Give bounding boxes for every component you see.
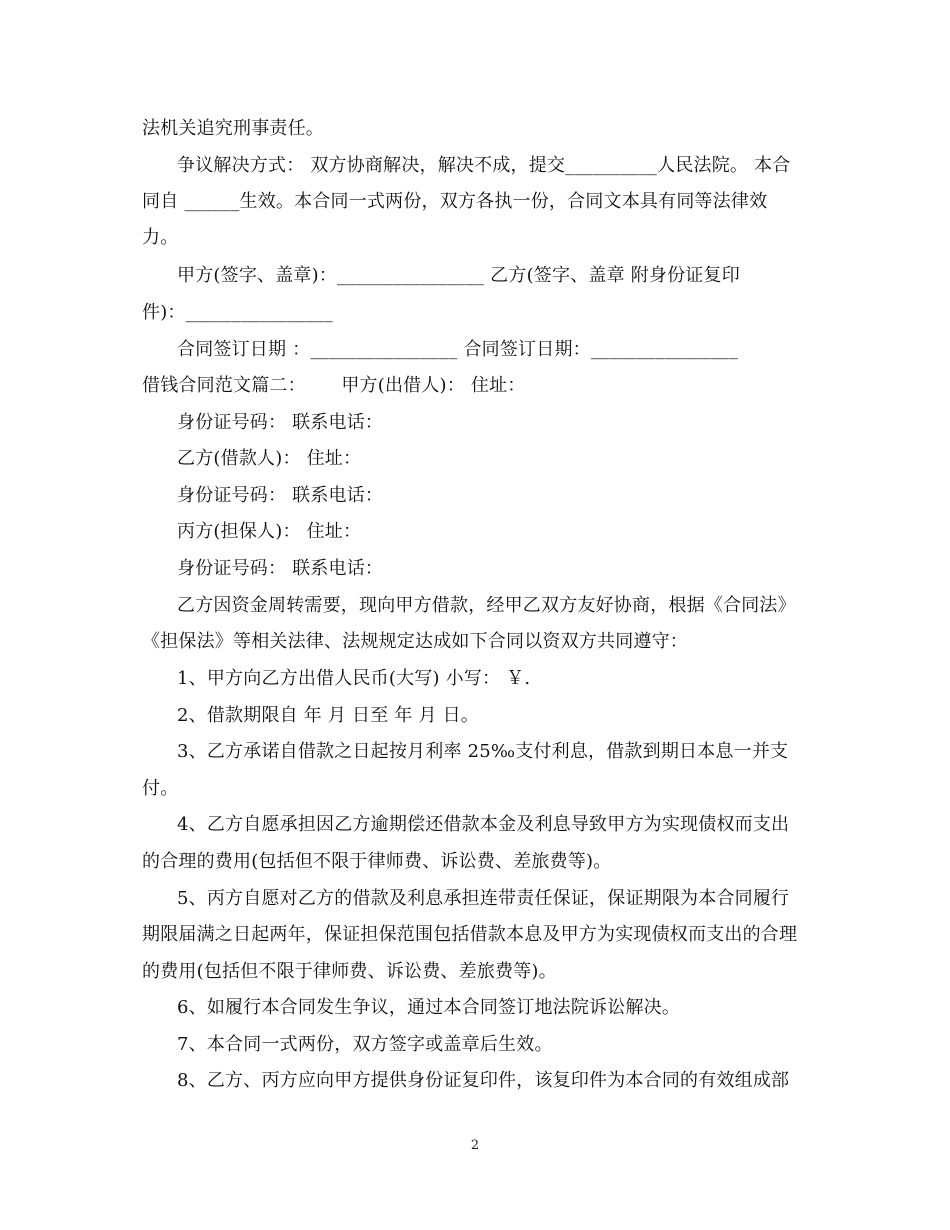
text-line: 付。 bbox=[142, 778, 179, 799]
text-line: 7、本合同一式两份，双方签字或盖章后生效。 bbox=[177, 1034, 553, 1055]
text-line: 4、乙方自愿承担因乙方逾期偿还借款本金及利息导致甲方为实现债权而支出 bbox=[177, 814, 790, 835]
text-line: 丙方(担保人)： 住址： bbox=[177, 521, 362, 542]
text-line: 6、如履行本合同发生争议，通过本合同签订地法院诉讼解决。 bbox=[177, 997, 681, 1018]
text-line: 的合理的费用(包括但不限于律师费、诉讼费、差旅费等)。 bbox=[142, 851, 612, 872]
text-line: 《担保法》等相关法律、法规规定达成如下合同以资双方共同遵守： bbox=[142, 631, 688, 652]
text-line: 力。 bbox=[142, 227, 179, 248]
text-line: 期限届满之日起两年，保证担保范围包括借款本息及甲方为实现债权而支出的合理 bbox=[142, 924, 798, 945]
text-line: 5、丙方自愿对乙方的借款及利息承担连带责任保证，保证期限为本合同履行 bbox=[177, 888, 790, 909]
text-line: 2、借款期限自 年 月 日至 年 月 日。 bbox=[177, 705, 479, 726]
text-line: 争议解决方式： 双方协商解决，解决不成，提交__________人民法院。 本合 bbox=[177, 155, 791, 176]
text-line: 借钱合同范文篇二： 甲方(出借人)： 住址： bbox=[142, 375, 526, 396]
text-line: 乙方因资金周转需要，现向甲方借款，经甲乙双方友好协商，根据《合同法》 bbox=[177, 595, 796, 616]
text-line: 法机关追究刑事责任。 bbox=[142, 118, 324, 139]
page-number: 2 bbox=[470, 1138, 480, 1153]
text-line: 的费用(包括但不限于律师费、诉讼费、差旅费等)。 bbox=[142, 961, 557, 982]
text-line: 件)：________________ bbox=[142, 302, 333, 323]
text-line: 同自 ______生效。本合同一式两份，双方各执一份，合同文本具有同等法律效 bbox=[142, 191, 768, 212]
text-line: 身份证号码： 联系电话： bbox=[177, 412, 384, 433]
text-line: 3、乙方承诺自借款之日起按月利率 25‰支付利息，借款到期日本息一并支 bbox=[177, 741, 789, 762]
text-line: 8、乙方、丙方应向甲方提供身份证复印件，该复印件为本合同的有效组成部 bbox=[177, 1070, 790, 1091]
text-line: 1、甲方向乙方出借人民币(大写) 小写： ￥. bbox=[177, 668, 531, 689]
text-line: 合同签订日期 ：________________ 合同签订日期：________________ bbox=[177, 339, 739, 360]
text-line: 甲方(签字、盖章)：________________ 乙方(签字、盖章 附身份证复印 bbox=[177, 265, 740, 286]
text-line: 身份证号码： 联系电话： bbox=[177, 558, 384, 579]
text-line: 身份证号码： 联系电话： bbox=[177, 485, 384, 506]
text-line: 乙方(借款人)： 住址： bbox=[177, 448, 362, 469]
